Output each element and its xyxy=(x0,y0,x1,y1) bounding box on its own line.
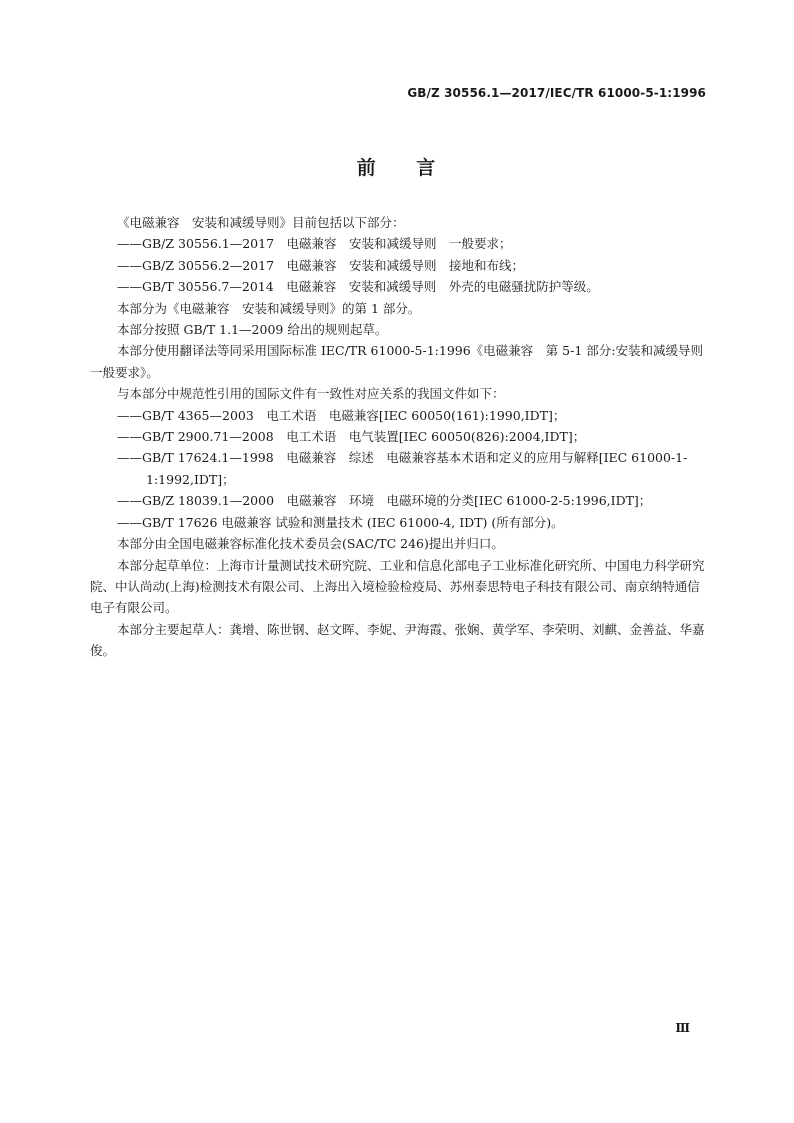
paragraph-correspondence: 与本部分中规范性引用的国际文件有一致性对应关系的我国文件如下： xyxy=(117,386,505,402)
page-number: Ⅲ xyxy=(675,1021,690,1035)
paragraph-adoption: 本部分使用翻译法等同采用国际标准 IEC/TR 61000-5-1:1996《电磁兼容 第 5-1 部分:安装和减缓导则 一般要求》。 xyxy=(90,343,716,380)
list-item-part7: ——GB/T 30556.7—2014 电磁兼容 安装和减缓导则 外壳的电磁骚扰防护等级。 xyxy=(117,279,599,295)
paragraph-intro: 《电磁兼容 安装和减缓导则》目前包括以下部分： xyxy=(117,215,405,230)
page-title: 前 言 xyxy=(356,157,438,179)
foreword-body xyxy=(90,212,716,662)
list-item-ref-17626: ——GB/T 17626 电磁兼容 试验和测量技术 (IEC 61000-4, IDT) (所有部分)。 xyxy=(117,514,564,530)
paragraph-committee: 本部分由全国电磁兼容标准化技术委员会(SAC/TC 246)提出并归口。 xyxy=(117,536,504,552)
list-item-part2: ——GB/Z 30556.2—2017 电磁兼容 安装和减缓导则 接地和布线； xyxy=(117,257,525,273)
list-item-part1: ——GB/Z 30556.1—2017 电磁兼容 安装和减缓导则 一般要求； xyxy=(117,236,512,252)
paragraph-part-number: 本部分为《电磁兼容 安装和减缓导则》的第 1 部分。 xyxy=(117,300,421,316)
list-item-ref-17624: ——GB/T 17624.1—1998 电磁兼容 综述 电磁兼容基本术语和定义的应用与解释[IEC 61000-1-1:1992,IDT]； xyxy=(117,450,688,487)
document-code-header: GB/Z 30556.1—2017/IEC/TR 61000-5-1:1996 xyxy=(407,86,706,100)
list-item-ref-2900: ——GB/T 2900.71—2008 电工术语 电气装置[IEC 60050(826):2004,IDT]； xyxy=(117,429,586,445)
list-item-ref-18039: ——GB/Z 18039.1—2000 电磁兼容 环境 电磁环境的分类[IEC 61000-2-5:1996,IDT]； xyxy=(117,493,652,509)
paragraph-drafting-rules: 本部分按照 GB/T 1.1—2009 给出的规则起草。 xyxy=(117,322,388,338)
paragraph-drafting-units: 本部分起草单位：上海市计量测试技术研究院、工业和信息化部电子工业标准化研究所、中国电力科学研究院、中认尚动(上海)检测技术有限公司、上海出入境检验检疫局、苏州泰思特电子科技有限公司、南京纳特通信电子有限公司。 xyxy=(90,557,705,616)
paragraph-drafters: 本部分主要起草人：龚增、陈世钢、赵文晖、李妮、尹海霞、张娴、黄学军、李荣明、刘麒、金善益、华嘉俊。 xyxy=(90,621,705,659)
list-item-ref-4365: ——GB/T 4365—2003 电工术语 电磁兼容[IEC 60050(161):1990,IDT]； xyxy=(117,407,566,423)
